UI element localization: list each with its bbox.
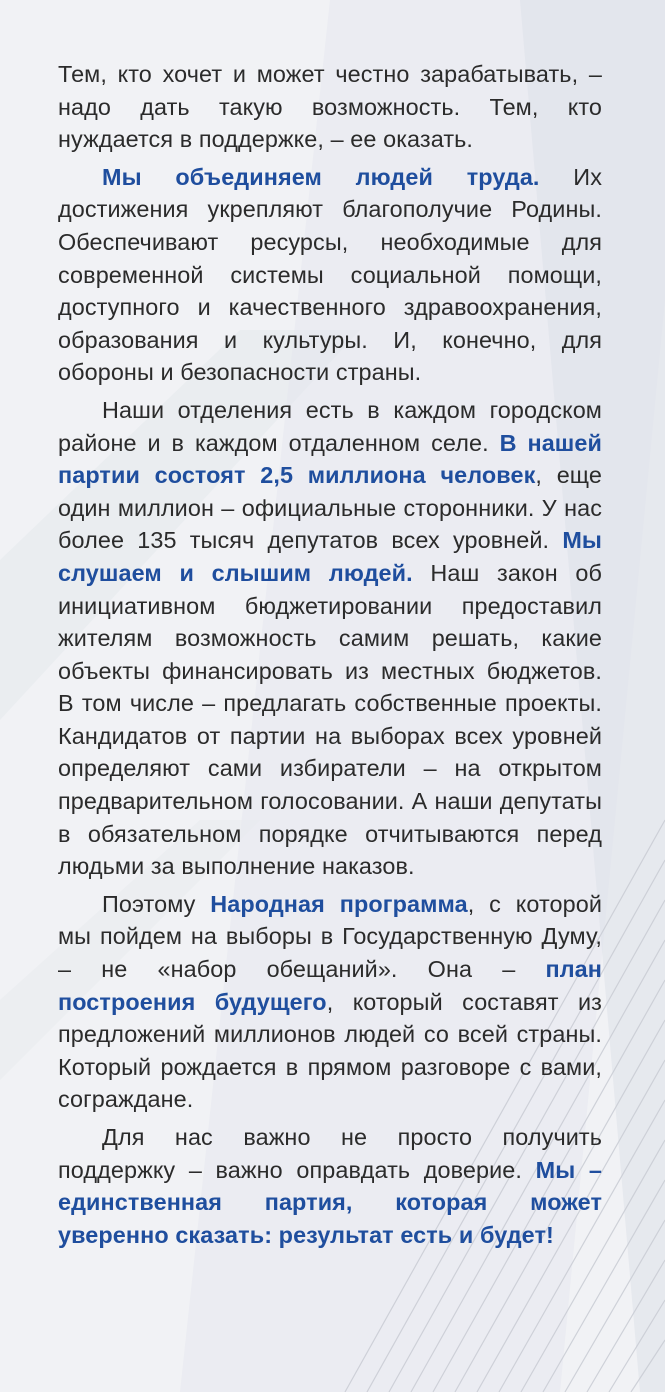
- paragraph-3: [58, 394, 602, 883]
- text-segment: , еще один миллион – официальные сторонники. У нас более 135 тысяч депутатов всех уровней.: [58, 462, 602, 554]
- text-segment: Наши отделения есть в каждом городском районе и в каждом отдаленном селе.: [58, 396, 602, 456]
- text-segment: , который составят из предложений миллионов людей со всей страны. Который рождается в прямом разговоре с вами, сограждане.: [58, 988, 603, 1113]
- text-segment: Поэтому: [102, 890, 211, 917]
- paragraph-4: [58, 888, 602, 1116]
- highlight-segment: Мы – единственная партия, которая может уверенно сказать: результат есть и будет!: [58, 1156, 603, 1248]
- highlight-segment: Мы слушаем и слышим людей.: [58, 527, 602, 586]
- text-segment: , с которой мы пойдем на выборы в Государственную Думу, – не «набор обещаний». Она –: [58, 890, 602, 983]
- highlight-segment: Мы объединяем людей труда.: [102, 163, 540, 190]
- highlight-segment: В нашей партии состоят 2,5 миллиона человек: [58, 429, 602, 489]
- text-segment: Их достижения укрепляют благополучие Родины. Обеспечивают ресурсы, необходимые для современной системы социальной помощи, доступного и качественного здравоохранения, образования и культуры. И, конечно, для обороны и безопасности страны.: [58, 163, 603, 386]
- paragraph-5: [58, 1121, 602, 1251]
- highlight-segment: план построения будущего: [58, 956, 602, 1015]
- article-body: [58, 58, 602, 1251]
- highlight-segment: Народная программа: [210, 890, 468, 917]
- text-segment: Для нас важно не просто получить поддержку – важно оправдать доверие.: [58, 1124, 602, 1183]
- text-segment: Тем, кто хочет и может честно зарабатывать, – надо дать такую возможность. Тем, кто нуждается в поддержке, – ее оказать.: [58, 61, 602, 153]
- paragraph-1: [58, 58, 602, 156]
- paragraph-2: [58, 161, 602, 389]
- text-segment: Наш закон об инициативном бюджетировании предоставил жителям возможность самим решать, какие объекты финансировать из местных бюджетов. В том числе – предлагать собственные проекты. Кандидатов от партии на выборах всех уровней определяют сами избиратели – на открытом предварительном голосовании. А наши депутаты в обязательном порядке отчитываются перед людьми за выполнение наказов.: [58, 559, 602, 880]
